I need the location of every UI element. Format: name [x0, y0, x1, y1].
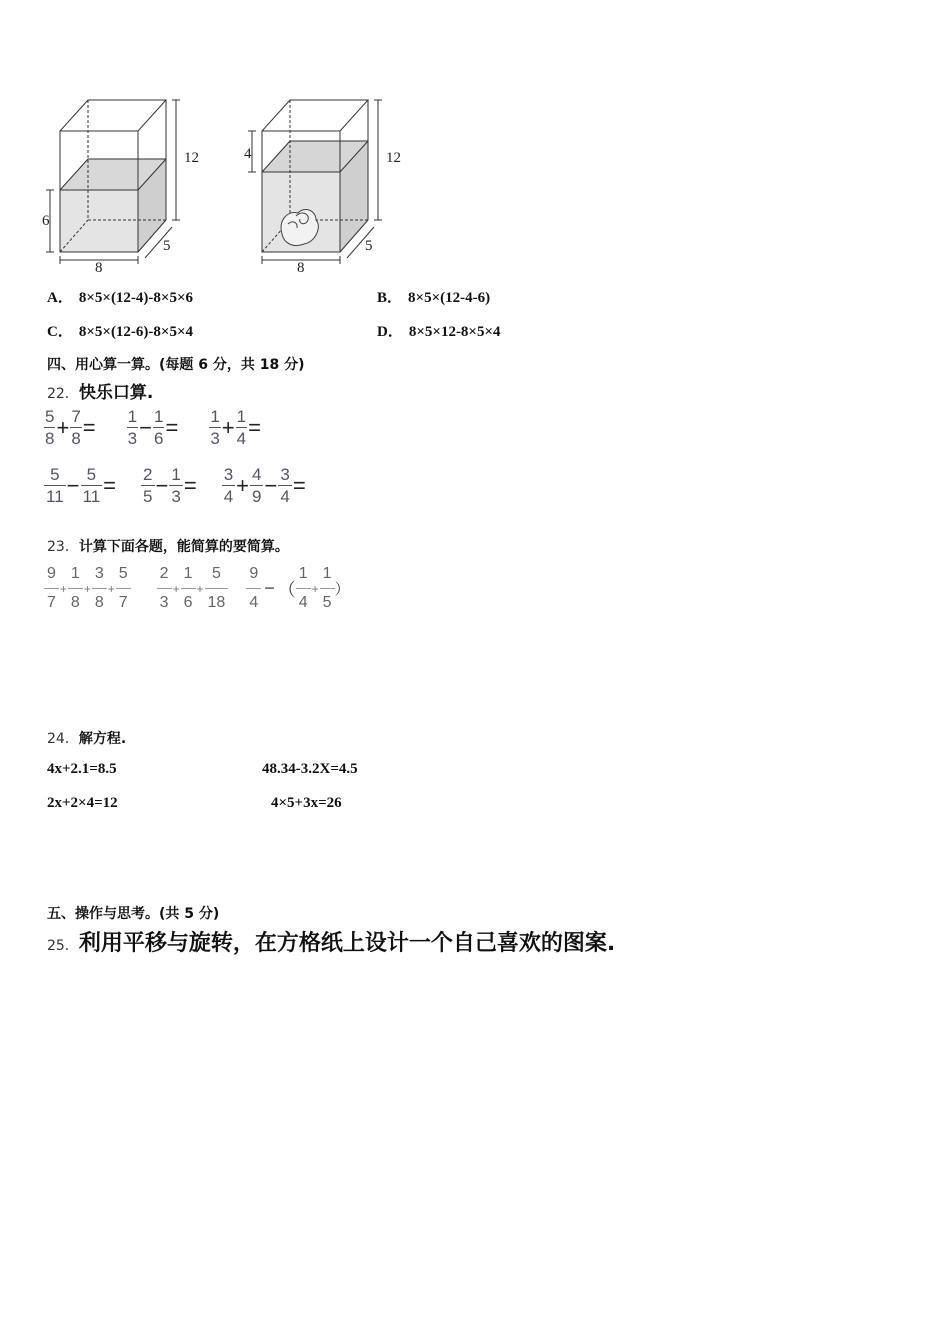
- option-c[interactable]: [47, 320, 193, 341]
- operator: +: [107, 581, 115, 596]
- question-25: [47, 926, 615, 957]
- section-4-title: 四、用心算一算。(每题 6 分，共 18 分): [47, 357, 305, 373]
- q22-row-1: [44, 408, 262, 447]
- equation-1: 4x+2.1=8.5: [47, 761, 117, 777]
- operator: +: [236, 472, 250, 498]
- fraction: $\frac{2}{3}$: [157, 566, 172, 611]
- question-text: 计算下面各题，能简算的要简算。: [78, 539, 289, 555]
- option-letter: D．: [377, 324, 403, 340]
- option-text: 8×5×12-8×5×4: [408, 324, 501, 340]
- option-letter: A．: [47, 290, 73, 306]
- operator: +: [311, 581, 319, 596]
- left-water-front: [60, 190, 138, 252]
- equals-sign: =: [103, 472, 117, 498]
- fraction: $\frac{5}{8}$: [45, 407, 55, 448]
- operator: +: [56, 414, 70, 440]
- operator: +: [59, 581, 67, 596]
- option-letter: C．: [47, 324, 73, 340]
- operator: −: [264, 578, 275, 598]
- option-a[interactable]: [47, 286, 193, 307]
- right-dim-height: 12: [386, 150, 401, 166]
- question-24: [47, 728, 126, 748]
- fraction: $\frac{1}{5}$: [320, 566, 335, 611]
- operator: +: [83, 581, 91, 596]
- fraction: $\frac{3}{8}$: [92, 566, 107, 611]
- equals-sign: =: [82, 414, 96, 440]
- fraction: $\frac{2}{5}$: [143, 465, 153, 506]
- left-tank-figure: [38, 92, 210, 277]
- right-tank-figure: [240, 92, 412, 277]
- equals-sign: =: [248, 414, 261, 440]
- left-dim-width: 5: [163, 238, 171, 254]
- fraction: $\frac{1}{4}$: [236, 407, 247, 448]
- operator: −: [66, 472, 80, 498]
- operator: −: [264, 472, 278, 498]
- right-dim-width: 5: [365, 238, 373, 254]
- equals-sign: =: [183, 472, 197, 498]
- option-text: 8×5×(12-4-6): [408, 290, 491, 306]
- equation-2: 48.34-3.2X=4.5: [262, 761, 358, 777]
- fraction: $\frac{1}{4}$: [296, 566, 311, 611]
- fraction: $\frac{5}{11}$: [82, 465, 101, 506]
- operator: −: [155, 472, 169, 498]
- fraction: $\frac{1}{3}$: [127, 407, 138, 448]
- left-dim-length: 8: [95, 260, 103, 276]
- question-text: 解方程.: [78, 731, 127, 747]
- equation-3: 2x+2×4=12: [47, 795, 118, 811]
- fraction: $\frac{7}{8}$: [71, 407, 81, 448]
- right-dim-top: 4: [244, 146, 252, 162]
- fraction: $\frac{1}{6}$: [181, 566, 196, 611]
- question-number: 24．: [47, 731, 79, 747]
- question-number: 23．: [47, 539, 79, 555]
- option-d[interactable]: [377, 320, 501, 341]
- fraction: $\frac{5}{11}$: [46, 465, 64, 506]
- operator: −: [139, 414, 152, 440]
- equals-sign: =: [292, 472, 306, 498]
- equation-4: 4×5+3x=26: [271, 795, 342, 811]
- right-paren: ）: [334, 581, 350, 598]
- left-dim-height: 12: [184, 150, 199, 166]
- fraction: $\frac{1}{8}$: [68, 566, 83, 611]
- fraction: $\frac{9}{4}$: [246, 566, 261, 611]
- equals-sign: =: [165, 414, 179, 440]
- question-text: 快乐口算.: [78, 383, 154, 403]
- fraction: $\frac{5}{18}$: [205, 566, 229, 611]
- operator: +: [196, 581, 204, 596]
- option-letter: B．: [377, 290, 403, 306]
- question-number: 22．: [47, 386, 79, 402]
- fraction: $\frac{1}{3}$: [171, 465, 181, 506]
- fraction: $\frac{1}{3}$: [210, 407, 220, 448]
- fraction: $\frac{1}{6}$: [153, 407, 164, 448]
- stone-icon: [281, 209, 318, 245]
- operator: +: [221, 414, 235, 440]
- fraction: $\frac{4}{9}$: [252, 465, 262, 506]
- question-22: [47, 378, 153, 403]
- fraction: $\frac{9}{7}$: [44, 566, 59, 611]
- option-b[interactable]: [377, 286, 490, 307]
- fraction: $\frac{3}{4}$: [280, 465, 290, 506]
- question-23: [47, 536, 289, 556]
- option-text: 8×5×(12-4)-8×5×6: [78, 290, 194, 306]
- question-number: 25．: [47, 938, 79, 954]
- fraction: $\frac{3}{4}$: [223, 465, 234, 506]
- section-5-title: 五、操作与思考。(共 5 分): [47, 906, 220, 922]
- fraction: $\frac{5}{7}$: [116, 566, 131, 611]
- question-text: 利用平移与旋转，在方格纸上设计一个自己喜欢的图案.: [78, 931, 616, 956]
- q22-row-2: [44, 466, 307, 505]
- option-text: 8×5×(12-6)-8×5×4: [78, 324, 194, 340]
- left-paren: （: [277, 579, 296, 600]
- right-dim-length: 8: [297, 260, 305, 276]
- q23-expressions: [44, 566, 350, 611]
- operator: +: [172, 581, 180, 596]
- left-dim-water: 6: [42, 213, 50, 229]
